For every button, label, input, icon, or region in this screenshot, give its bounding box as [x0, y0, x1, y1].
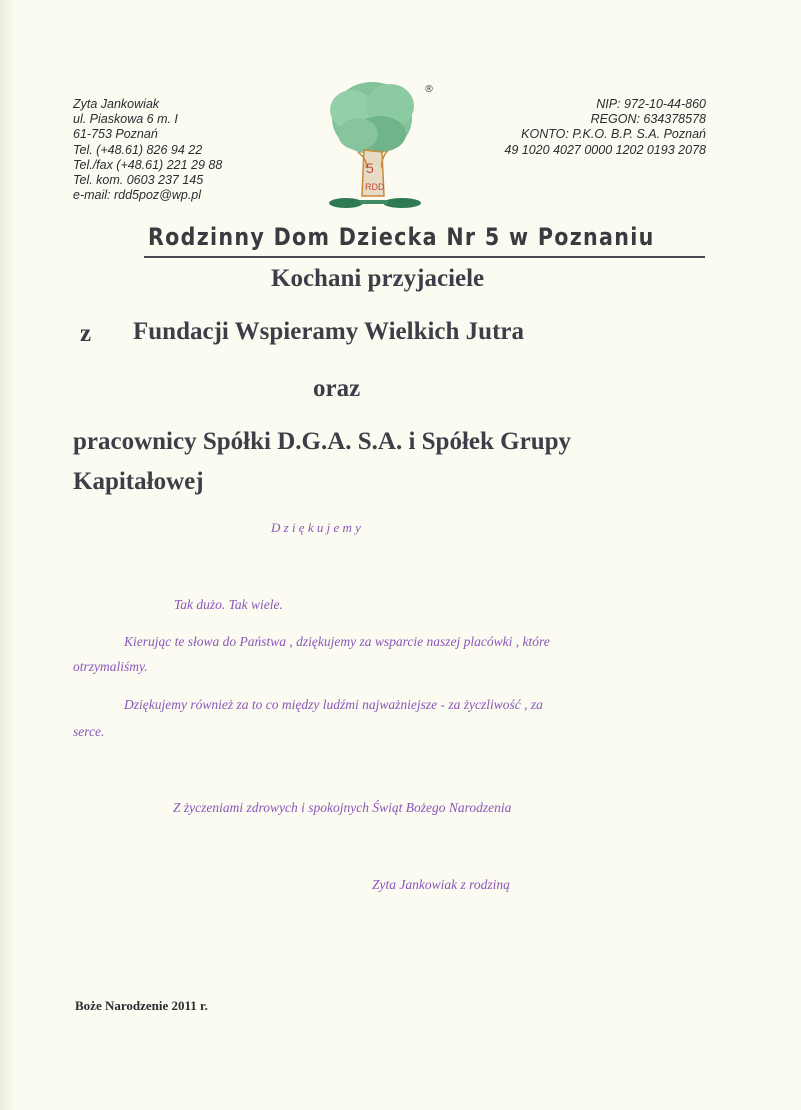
account-number: 49 1020 4027 0000 1202 0193 2078: [504, 142, 706, 157]
account-bank: KONTO: P.K.O. B.P. S.A. Poznań: [521, 127, 706, 142]
registered-mark: ®: [424, 84, 434, 95]
sender-phone: Tel. (+48.61) 826 94 22: [73, 142, 203, 157]
thanks-word: D z i ę k u j e m y: [271, 520, 361, 535]
header-divider: [144, 256, 705, 258]
paragraph-2-line-1: Kierując te słowa do Państwa , dziękujemy za wsparcie naszej placówki , które: [124, 634, 550, 649]
sender-street: ul. Piaskowa 6 m. I: [73, 112, 178, 127]
organization-title: Rodzinny Dom Dziecka Nr 5 w Poznaniu: [148, 223, 655, 251]
nip: NIP: 972-10-44-860: [596, 97, 706, 111]
bank-details: [504, 97, 706, 158]
tree-logo-icon: [322, 72, 444, 222]
employees-line-2: Kapitałowej: [73, 468, 204, 495]
sender-fax: Tel./fax (+48.61) 221 29 88: [73, 157, 223, 172]
paragraph-3-line-1: Dziękujemy również za to co między ludźmi najważniejsze - za życzliwość , za: [124, 697, 543, 712]
sender-city: 61-753 Poznań: [73, 127, 158, 142]
logo-number: 5: [366, 160, 374, 176]
scan-edge-shadow: [0, 0, 14, 1110]
sender-email: e-mail: rdd5poz@wp.pl: [73, 188, 202, 203]
paragraph-2-line-2: otrzymaliśmy.: [73, 659, 148, 674]
sender-mobile: Tel. kom. 0603 237 145: [73, 172, 204, 187]
logo-initials: RDD: [365, 182, 385, 192]
foundation-name: Fundacji Wspieramy Wielkich Jutra: [133, 318, 525, 345]
paragraph-1: Tak dużo. Tak wiele.: [174, 597, 283, 612]
heading-oraz: oraz: [313, 375, 361, 402]
signature: Zyta Jankowiak z rodziną: [372, 877, 510, 892]
greeting-heading: Kochani przyjaciele: [271, 265, 485, 292]
paragraph-3-line-2: serce.: [73, 724, 105, 739]
season-wishes: Z życzeniami zdrowych i spokojnych Świąt Bożego Narodzenia: [173, 800, 512, 815]
employees-line: pracownicy Spółki D.G.A. S.A. i Spółek Grupy: [73, 428, 572, 455]
heading-z: z: [80, 320, 92, 347]
footer-date: Boże Narodzenie 2011 r.: [75, 998, 208, 1013]
sender-address: [73, 97, 222, 203]
sender-name: Zyta Jankowiak: [73, 97, 160, 111]
regon: REGON: 634378578: [590, 112, 706, 127]
